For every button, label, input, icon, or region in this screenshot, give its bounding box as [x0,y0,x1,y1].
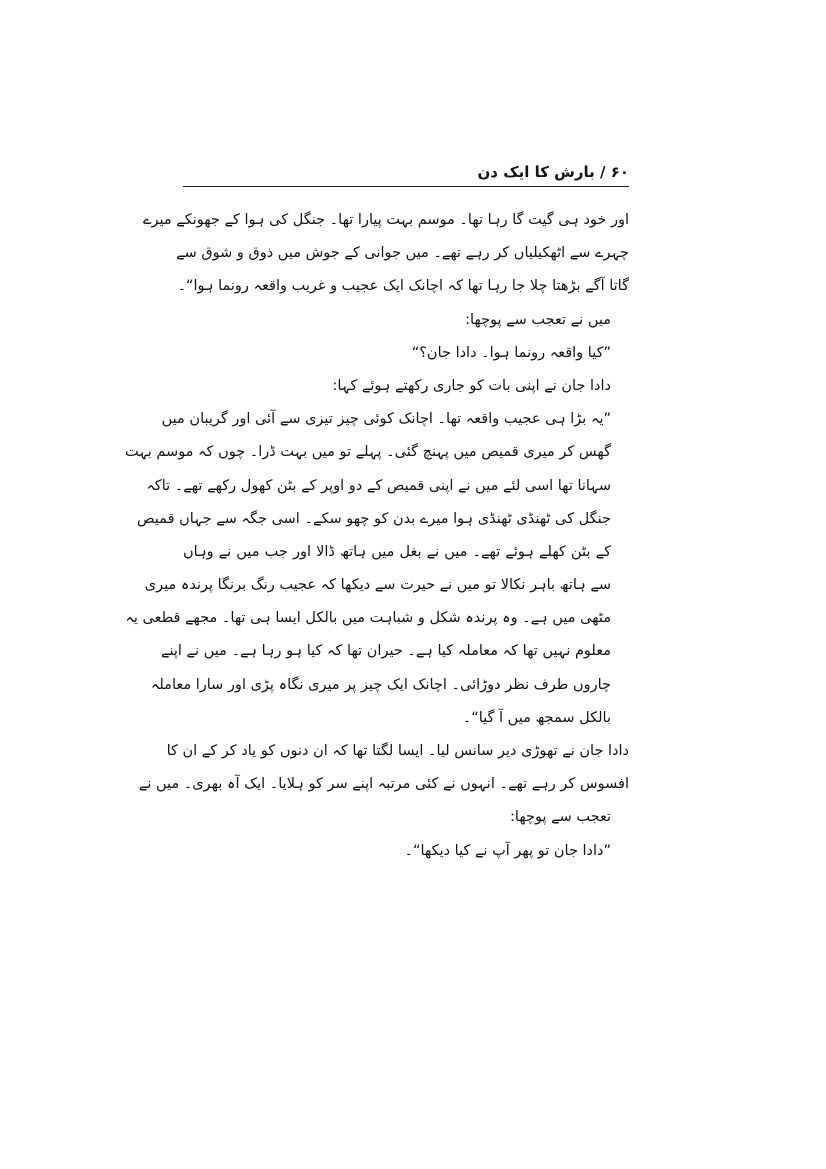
body-text [125,204,629,868]
text-line: مٹھی میں ہے۔ وہ پرندہ شکل و شباہت میں بالکل ایسا ہی تھا۔ مجھے قطعی یہ [125,610,611,627]
text-line: معلوم نہیں تھا کہ معاملہ کیا ہے۔ حیران تھا کہ کیا ہو رہا ہے۔ میں نے اپنے [161,643,611,660]
text-line: گاتا آگے بڑھتا چلا جا رہا تھا کہ اچانک ایک عجیب و غریب واقعہ رونما ہوا“۔ [177,278,629,295]
text-line: اور خود ہی گیت گا رہا تھا۔ موسم بہت پیارا تھا۔ جنگل کی ہوا کے جھونکے میرے [142,212,629,228]
text-line: چاروں طرف نظر دوڑائی۔ اچانک ایک چیز پر میری نگاہ پڑی اور سارا معاملہ [150,676,611,693]
text-line: کے بٹن کھلے ہوئے تھے۔ میں نے بغل میں ہاتھ ڈالا اور جب میں نے وہاں [183,543,611,560]
text-line: دادا جان نے تھوڑی دیر سانس لیا۔ ایسا لگتا تھا کہ ان دنوں کو یاد کر کے ان کا [166,743,629,759]
text-line: گھس کر میری قمیص میں پہنچ گئی۔ پہلے تو میں بہت ڈرا۔ چوں کہ موسم بہت [125,444,611,461]
text-line: دادا جان نے اپنی بات کو جاری رکھتے ہوئے کہا: [332,377,611,394]
header-rule [183,186,629,187]
running-title: ۶۰ / بارش کا ایک دن [477,163,629,181]
text-line: ”دادا جان تو پھر آپ نے کیا دیکھا“۔ [404,842,611,859]
text-line: سہانا تھا اسی لئے میں نے اپنی قمیص کے دو اوپر کے بٹن کھول رکھے تھے۔ تاکہ [146,477,611,494]
text-line: تعجب سے پوچھا: [510,809,611,826]
text-line: میں نے تعجب سے پوچھا: [465,311,611,328]
text-line: چہرے سے اٹھکیلیاں کر رہے تھے۔ میں جوانی کے جوش میں ذوق و شوق سے [176,245,629,262]
text-line: بالکل سمجھ میں آ گیا“۔ [462,709,611,726]
text-line: ”یہ بڑا ہی عجیب واقعہ تھا۔ اچانک کوئی چیز تیزی سے آئی اور گریبان میں [161,411,611,428]
running-header [183,160,629,184]
text-line: ”کیا واقعہ رونما ہوا۔ دادا جان؟“ [411,344,611,361]
text-line: افسوس کر رہے تھے۔ انہوں نے کئی مرتبہ اپنے سر کو ہلایا۔ ایک آہ بھری۔ میں نے [138,776,629,793]
text-line: سے ہاتھ باہر نکالا تو میں نے حیرت سے دیکھا کہ عجیب رنگ برنگا پرندہ میری [144,577,611,594]
text-line: جنگل کی ٹھنڈی ٹھنڈی ہوا میرے بدن کو چھو سکے۔ اسی جگہ سے جہاں قمیص [137,510,611,527]
